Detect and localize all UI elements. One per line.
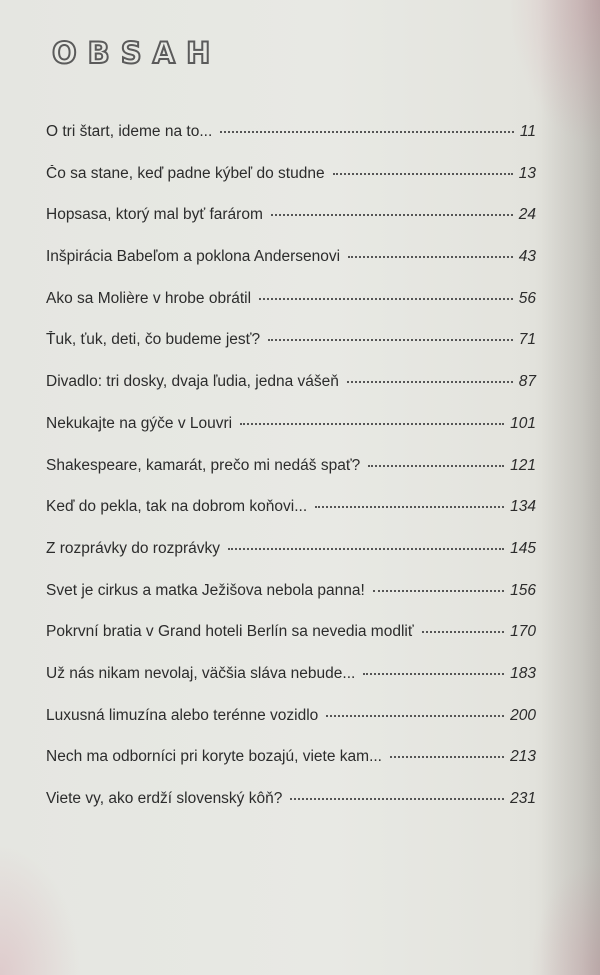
toc-entry (46, 582, 536, 624)
toc-entry (46, 498, 536, 540)
spine-shadow (540, 0, 600, 975)
toc-entry (46, 165, 536, 207)
toc-entry (46, 665, 536, 707)
entry-page-number: 11 (519, 123, 536, 140)
entry-title: Shakespeare, kamarát, prečo mi nedáš spať? (46, 456, 361, 474)
toc-entry (46, 415, 536, 457)
table-of-contents (46, 123, 536, 832)
dot-leader (290, 797, 504, 800)
entry-title: Nech ma odborníci pri koryte bozajú, viete kam... (46, 748, 382, 766)
toc-entry (46, 707, 536, 749)
dot-leader (259, 297, 513, 300)
entry-page-number: 200 (510, 706, 536, 724)
entry-title: Hopsasa, ktorý mal byť farárom (46, 206, 263, 224)
toc-entry (46, 331, 536, 373)
entry-page-number: 43 (518, 248, 536, 266)
dot-leader (390, 755, 504, 758)
entry-title: Čo sa stane, keď padne kýbeľ do studne (46, 164, 325, 182)
entry-title: Už nás nikam nevolaj, väčšia sláva nebude... (46, 664, 356, 682)
entry-page-number: 71 (518, 331, 536, 349)
entry-page-number: 101 (510, 414, 536, 432)
toc-entry (46, 790, 536, 832)
toc-entry (46, 123, 536, 165)
entry-title: Ťuk, ťuk, deti, čo budeme jesť? (46, 331, 261, 349)
dot-leader (268, 338, 513, 341)
entry-page-number: 170 (510, 623, 536, 641)
dot-leader (333, 172, 513, 175)
dot-leader (228, 547, 504, 550)
entry-page-number: 213 (510, 748, 536, 766)
dot-leader (347, 380, 513, 383)
dot-leader (326, 714, 504, 717)
dot-leader (422, 630, 504, 633)
entry-title: Inšpirácia Babeľom a poklona Andersenovi (46, 248, 341, 266)
entry-page-number: 87 (518, 373, 536, 391)
dot-leader (315, 505, 504, 508)
entry-title: Viete vy, ako erdží slovenský kôň? (46, 790, 283, 807)
entry-page-number: 13 (518, 164, 536, 182)
dot-leader (220, 130, 514, 133)
dot-leader (368, 464, 504, 467)
entry-title: Divadlo: tri dosky, dvaja ľudia, jedna vášeň (46, 373, 339, 391)
entry-title: Svet je cirkus a matka Ježišova nebola panna! (46, 581, 365, 599)
toc-entry (46, 373, 536, 415)
entry-title: Keď do pekla, tak na dobrom koňovi... (46, 498, 308, 516)
dot-leader (348, 255, 513, 258)
dot-leader (373, 589, 504, 592)
entry-title: Nekukajte na gýče v Louvri (46, 414, 233, 432)
entry-page-number: 24 (518, 206, 536, 224)
toc-entry (46, 206, 536, 248)
dot-leader (271, 213, 513, 216)
entry-page-number: 156 (510, 581, 536, 599)
entry-page-number: 145 (510, 539, 536, 557)
entry-title: Ako sa Molière v hrobe obrátil (46, 289, 252, 307)
toc-entry (46, 248, 536, 290)
entry-page-number: 134 (510, 498, 536, 516)
toc-entry (46, 290, 536, 332)
dot-leader (363, 672, 504, 675)
toc-entry (46, 540, 536, 582)
entry-title: Pokrvní bratia v Grand hoteli Berlín sa nevedia modliť (46, 623, 414, 641)
toc-entry (46, 457, 536, 499)
toc-entry (46, 623, 536, 665)
entry-page-number: 231 (510, 790, 536, 807)
toc-entry (46, 748, 536, 790)
dot-leader (240, 422, 504, 425)
page-title: OBSAH (52, 36, 222, 70)
entry-title: Luxusná limuzína alebo terénne vozidlo (46, 706, 319, 724)
entry-page-number: 121 (510, 456, 536, 474)
entry-page-number: 56 (518, 289, 536, 307)
entry-page-number: 183 (510, 664, 536, 682)
entry-title: O tri štart, ideme na to... (46, 123, 213, 140)
entry-title: Z rozprávky do rozprávky (46, 539, 220, 557)
